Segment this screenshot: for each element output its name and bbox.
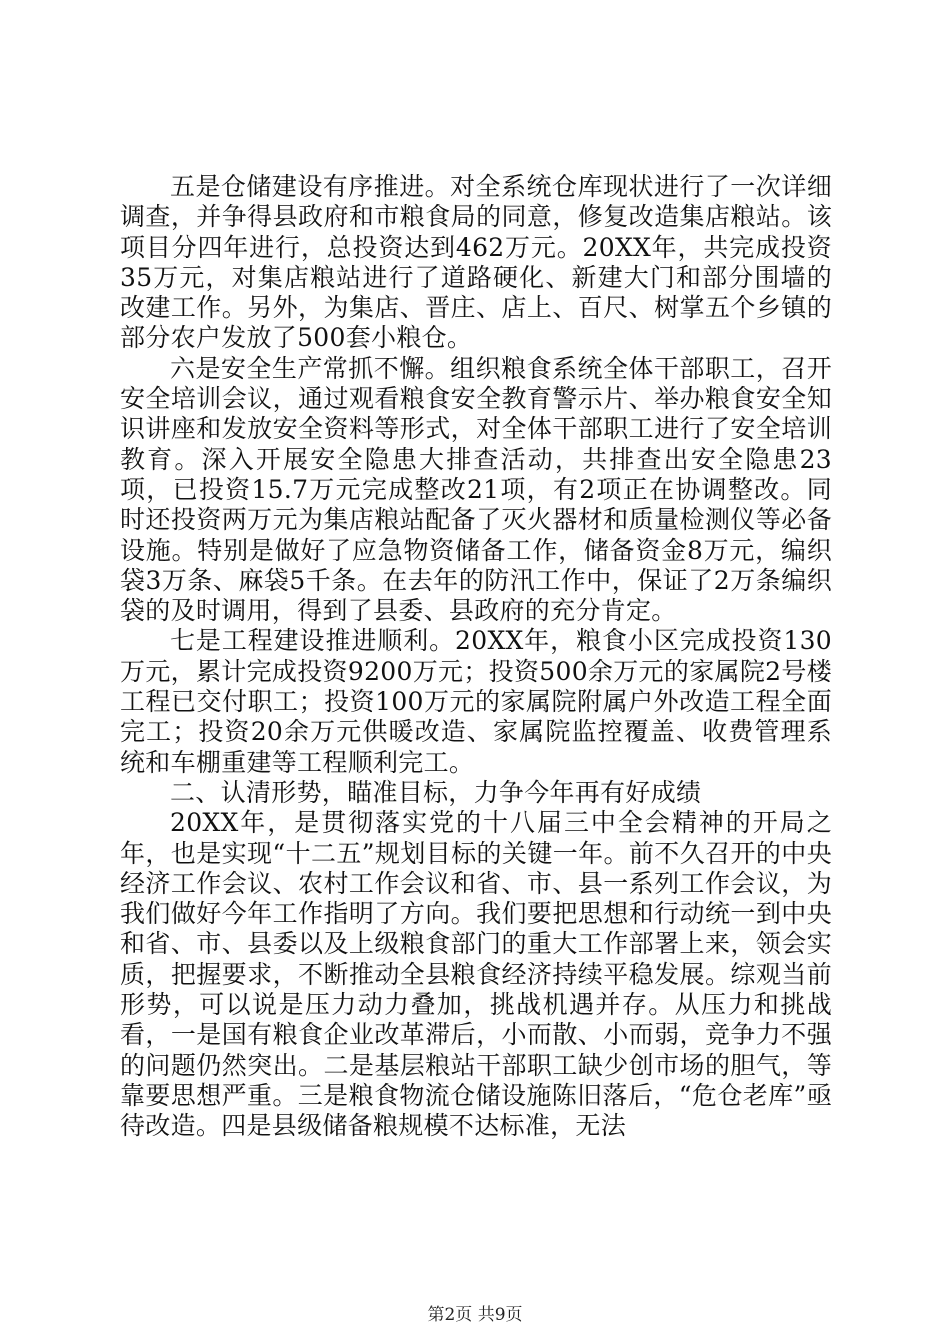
paragraph-safety-production: 六是安全生产常抓不懈。组织粮食系统全体干部职工，召开安全培训会议，通过观看粮食安全教育警示片、举办粮食安全知识讲座和发放安全资料等形式，对全体干部职工进行了安全培训教育。深入开展安全隐患大排查活动，共排查出安全隐患23项，已投资15.7万元完成整改21项，有2项正在协调整改。同时还投资两万元为集店粮站配备了灭火器材和质量检测仪等必备设施。特别是做好了应急物资储备工作，储备资金8万元，编织袋3万条、麻袋5千条。在去年的防汛工作中，保证了2万条编织袋的及时调用，得到了县委、县政府的充分肯定。 [120, 353, 832, 626]
paragraph-situation-analysis: 20XX年，是贯彻落实党的十八届三中全会精神的开局之年，也是实现“十二五”规划目标的关键一年。前不久召开的中央经济工作会议、农村工作会议和省、市、县一系列工作会议，为我们做好今年工作指明了方向。我们要把思想和行动统一到中央和省、市、县委以及上级粮食部门的重大工作部署上来，领会实质，把握要求，不断推动全县粮食经济持续平稳发展。综观当前形势，可以说是压力动力叠加，挑战机遇并存。从压力和挑战看，一是国有粮食企业改革滞后，小而散、小而弱，竞争力不强的问题仍然突出。二是基层粮站干部职工缺少创市场的胆气，等靠要思想严重。三是粮食物流仓储设施陈旧落后，“危仓老库”亟待改造。四是县级储备粮规模不达标准，无法 [120, 808, 832, 1141]
page-footer: 第2页 共9页 [427, 1305, 523, 1325]
paragraph-warehouse-construction: 五是仓储建设有序推进。对全系统仓库现状进行了一次详细调查，并争得县政府和市粮食局的同意，修复改造集店粮站。该项目分四年进行，总投资达到462万元。20XX年，共完成投资35万元，对集店粮站进行了道路硬化、新建大门和部分围墙的改建工作。另外，为集店、晋庄、店上、百尺、树掌五个乡镇的部分农户发放了500套小粮仓。 [120, 172, 832, 353]
section-heading: 二、认清形势，瞄准目标，力争今年再有好成绩 [170, 777, 702, 807]
paragraph-engineering-construction: 七是工程建设推进顺利。20XX年，粮食小区完成投资130万元，累计完成投资9200万元；投资500余万元的家属院2号楼工程已交付职工；投资100万元的家属院附属户外改造工程全面完工；投资20余万元供暖改造、家属院监控覆盖、收费管理系统和车棚重建等工程顺利完工。 [120, 626, 832, 777]
document-body [120, 172, 832, 1142]
